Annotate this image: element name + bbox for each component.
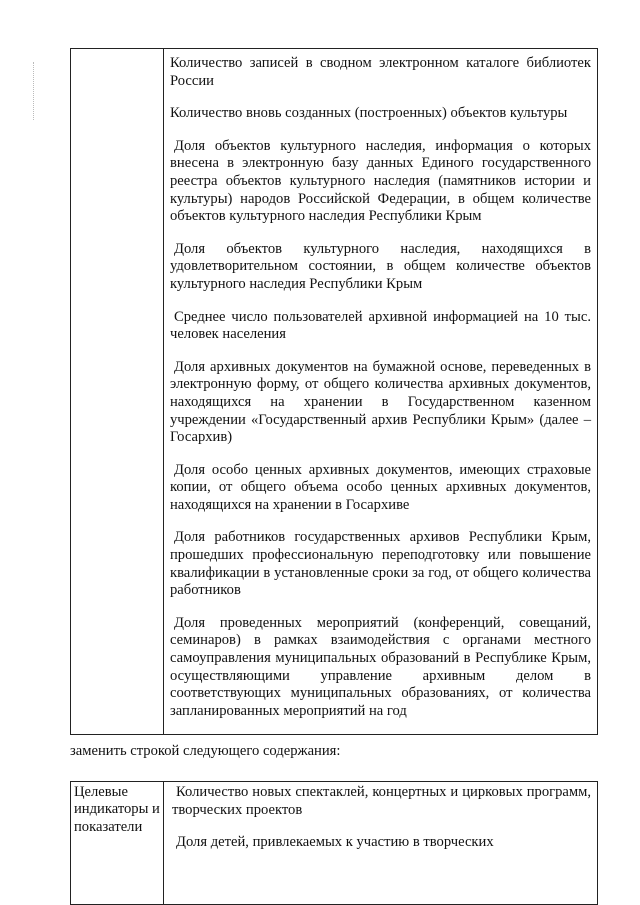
indicator-item: Количество вновь созданных (построенных) объектов культуры (170, 105, 568, 122)
indicators-table-continued (70, 48, 598, 735)
indicator-item: Доля объектов культурного наследия, находящихся в удовлетворительном состоянии, в общем количестве объектов культурного наследия Республики Крым (170, 240, 591, 292)
indicators-cell (164, 49, 598, 735)
indicator-item: Количество новых спектаклей, концертных и цирковых программ, творческих проектов (172, 784, 591, 818)
indicator-item: Доля проведенных мероприятий (конференций, совещаний, семинаров) в рамках взаимодействия с органами местного самоуправления муниципальных образований в Республике Крым, осуществляющими управление архивным делом в соответствующих муниципальных образованиях, от количества запланированных мероприятий на год (170, 614, 591, 719)
indicator-item: Среднее число пользователей архивной информацией на 10 тыс. человек населения (170, 308, 591, 343)
indicator-item: Доля архивных документов на бумажной основе, переведенных в электронную форму, от общего количества архивных документов, находящихся на хранении в Государственном казенном учреждении «Государственный архив Республики Крым» (далее – Госархив) (170, 358, 591, 446)
scan-edge-marks (33, 62, 35, 120)
replacement-table (70, 781, 598, 905)
row-label-cell: Целевые индикаторы и показатели (71, 782, 164, 905)
indicator-item: Доля работников государственных архивов Республики Крым, прошедших профессиональную переподготовку или повышение квалификации в установленные сроки за год, от общего количества работников (170, 529, 591, 599)
indicators-cell (164, 782, 598, 905)
indicator-item: Доля особо ценных архивных документов, имеющих страховые копии, от общего объема особо ценных архивных документов, находящихся на хранении в Госархиве (170, 461, 591, 513)
indicator-item: Доля объектов культурного наследия, информация о которых внесена в электронную базу данных Единого государственного реестра объектов культурного наследия (памятников истории и культуры) народов Российской Федерации, в общем количестве объектов культурного наследия Республики Крым (170, 137, 591, 225)
replacement-instruction: заменить строкой следующего содержания: (70, 743, 341, 759)
empty-label-cell (71, 49, 164, 735)
indicator-item: Доля детей, привлекаемых к участию в творческих (176, 834, 494, 851)
indicator-item: Количество записей в сводном электронном каталоге библиотек России (170, 55, 591, 89)
